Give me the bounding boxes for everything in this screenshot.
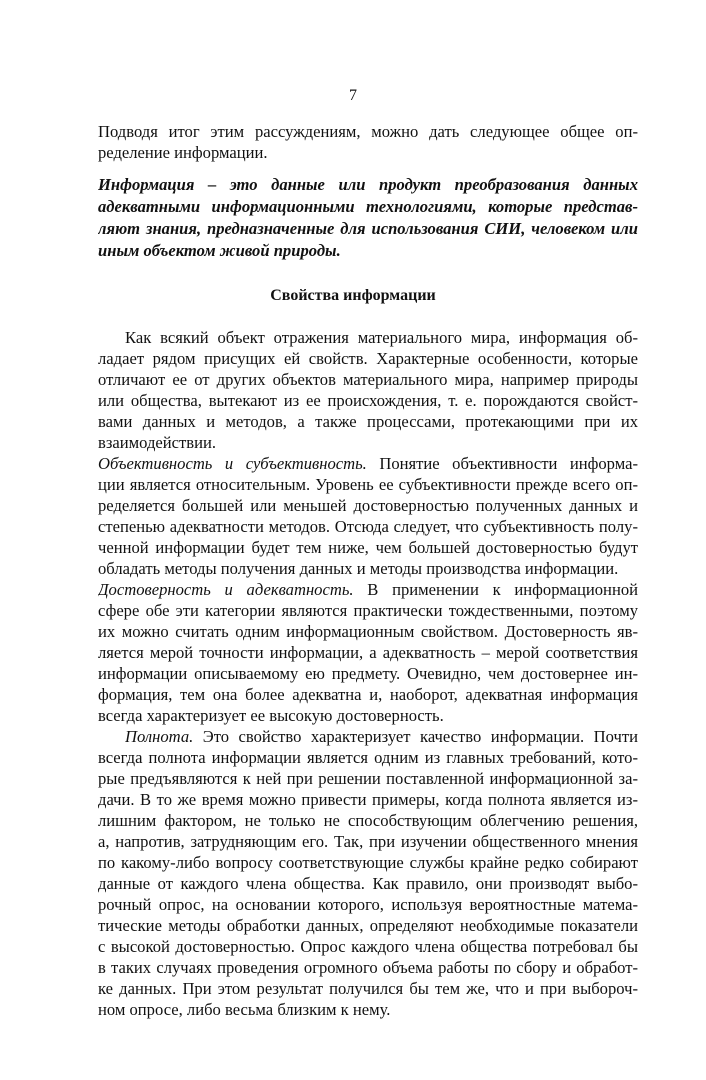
paragraph-text: Это свойство характеризует качество информации. Почти (193, 727, 638, 746)
definition-line: иным объектом живой природы. (98, 241, 341, 260)
paragraph-text: В применении к информационной (353, 580, 638, 599)
paragraph-line: рочный опрос, на основании которого, используя вероятностные матема- (98, 895, 638, 914)
paragraph-line: всегда полнота информации является одним из главных требований, кото- (98, 748, 638, 767)
intro-line: ределение информации. (98, 143, 268, 162)
paragraph-line: ченной информации будет тем ниже, чем большей достоверностью будут (98, 538, 638, 557)
paragraph-line: всегда характеризует ее высокую достоверность. (98, 706, 444, 725)
paragraph-line: сфере обе эти категории являются практически тождественными, поэтому (98, 601, 638, 620)
paragraph-line: отличают ее от других объектов материального мира, например природы (98, 370, 638, 389)
paragraph-line: данные от каждого члена общества. Как правило, они производят выбо- (98, 874, 638, 893)
paragraph-line: вами данных и методов, а также процессами, протекающими при их (98, 412, 638, 431)
section-title: Свойства информации (270, 287, 436, 304)
term-reliability: Достоверность и адекватность. (98, 580, 354, 599)
paragraph-line: информации описываемому ею предмету. Очевидно, чем достовернее ин- (98, 664, 638, 683)
definition-line: ляют знания, предназначенные для использования СИИ, человеком или (98, 219, 638, 238)
term-objectivity: Объективность и субъективность. (98, 454, 367, 473)
paragraph-line: степенью адекватности методов. Отсюда следует, что субъективность полу- (98, 517, 638, 536)
intro-line: Подводя итог этим рассуждениям, можно дать следующее общее оп- (98, 122, 638, 141)
paragraph-line: тические методы обработки данных, определяют необходимые показатели (98, 916, 638, 935)
paragraph-first-line (98, 579, 638, 600)
paragraph-line: с высокой достоверностью. Опрос каждого члена общества потребовал бы (98, 937, 638, 956)
paragraph-first-line (125, 726, 638, 747)
paragraph-line: обладать методы получения данных и методы производства информации. (98, 559, 619, 578)
paragraph-text: Понятие объективности информа- (366, 454, 638, 473)
paragraph-line: в таких случаях проведения огромного объема работы по сбору и обработ- (98, 958, 638, 977)
paragraph-line: ределяется большей или меньшей достоверностью полученных данных и (98, 496, 638, 515)
paragraph-line: взаимодействии. (98, 433, 217, 452)
paragraph-line: их можно считать одним информационным свойством. Достоверность яв- (98, 622, 638, 641)
paragraph-line: формация, тем она более адекватна и, наоборот, адекватная информация (98, 685, 638, 704)
paragraph-first-line (98, 453, 638, 474)
paragraph-line: а, напротив, затрудняющим его. Так, при изучении общественного мнения (98, 832, 638, 851)
definition-line: Информация – это данные или продукт преобразования данных (98, 175, 638, 194)
paragraph-line: рые предъявляются к ней при решении поставленной информационной за- (98, 769, 638, 788)
term-completeness: Полнота. (125, 727, 194, 746)
paragraph-line: дачи. В то же время можно привести примеры, когда полнота является из- (98, 790, 638, 809)
paragraph-line: или общества, вытекают из ее происхождения, т. е. порождаются свойст- (98, 391, 638, 410)
paragraph-line: ке данных. При этом результат получился бы тем же, что и при выбороч- (98, 979, 638, 998)
page-number: 7 (349, 87, 357, 104)
paragraph-line: Как всякий объект отражения материального мира, информация об- (125, 328, 638, 347)
definition-line: адекватными информационными технологиями, которые представ- (98, 197, 638, 216)
paragraph-line: по какому-либо вопросу соответствующие службы крайне редко собирают (98, 853, 638, 872)
paragraph-line: ном опросе, либо весьма близким к нему. (98, 1000, 391, 1019)
paragraph-line: ляется мерой точности информации, а адекватность – мерой соответствия (98, 643, 638, 662)
paragraph-line: лишним фактором, не только не способствующим облегчению решения, (98, 811, 638, 830)
paragraph-line: ладает рядом присущих ей свойств. Характерные особенности, которые (98, 349, 638, 368)
paragraph-line: ции является относительным. Уровень ее субъективности прежде всего оп- (98, 475, 638, 494)
